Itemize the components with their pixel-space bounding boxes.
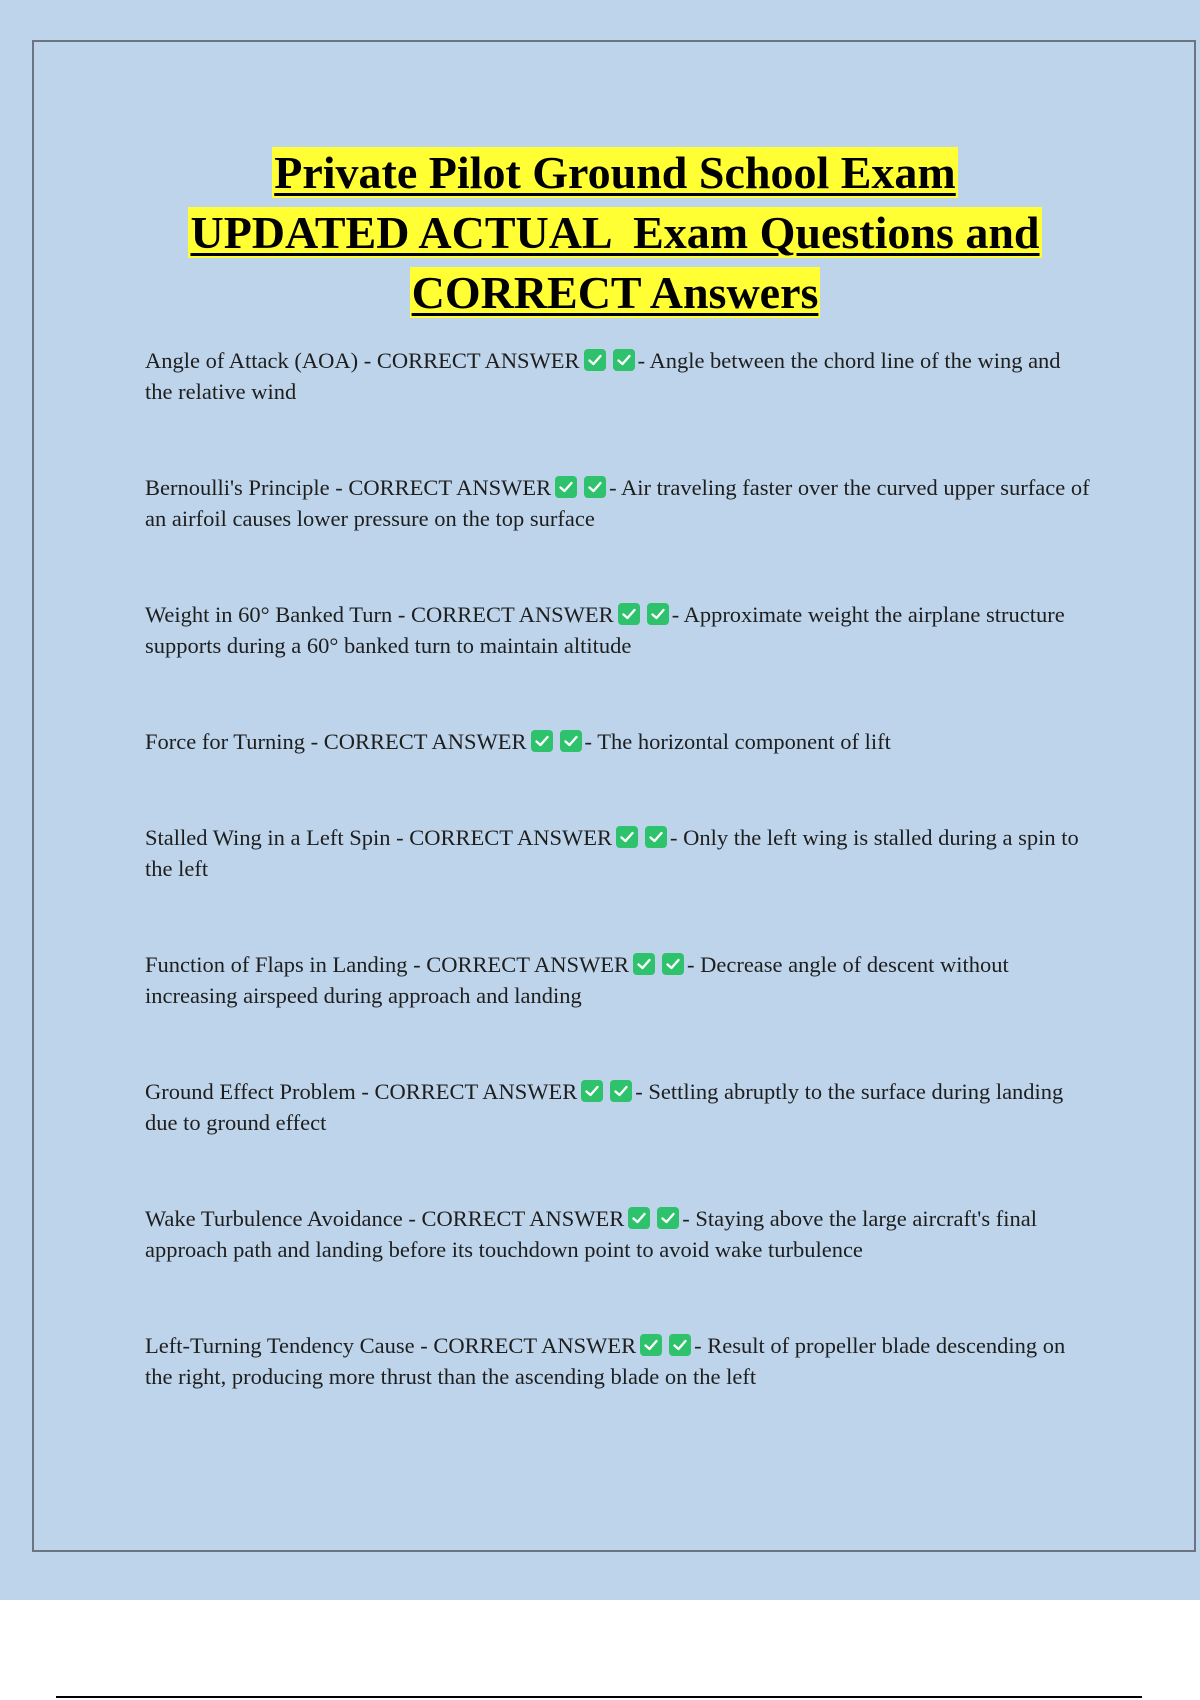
qa-term: Stalled Wing in a Left Spin [145,825,391,850]
qa-correct-marker: - CORRECT ANSWER [305,729,527,754]
check-mark-icon [669,1334,691,1356]
check-mark-icon [581,1080,603,1102]
qa-definition: - Only the left wing is stalled during a spin to the left [145,825,1079,881]
qa-item [145,599,1090,661]
qa-term: Angle of Attack (AOA) [145,348,359,373]
qa-item [145,1076,1090,1138]
check-mark-icon [628,1207,650,1229]
footer-rule [56,1696,1142,1698]
check-mark-icon [657,1207,679,1229]
qa-item [145,949,1090,1011]
qa-definition: - Decrease angle of descent without increasing airspeed during approach and landing [145,952,1009,1008]
qa-correct-marker: - CORRECT ANSWER [392,602,614,627]
qa-correct-marker: - CORRECT ANSWER [402,1206,625,1231]
title-line-3: CORRECT Answers [411,267,819,318]
title-line-1: Private Pilot Ground School Exam [274,147,956,198]
qa-correct-marker: - CORRECT ANSWER [329,475,552,500]
qa-term: Weight in 60° Banked Turn [145,602,393,627]
document-title [80,143,1150,323]
qa-item [145,472,1090,534]
qa-term: Force for Turning [145,729,306,754]
qa-item [145,822,1090,884]
check-mark-icon [531,730,553,752]
check-mark-icon [647,603,669,625]
qa-definition: - Air traveling faster over the curved upper surface of an airfoil causes lower pressure on the top surface [145,475,1090,531]
qa-correct-marker: - CORRECT ANSWER [390,825,613,850]
check-mark-icon [616,826,638,848]
qa-definition: - Angle between the chord line of the wing and the relative wind [145,348,1061,404]
qa-definition: - Result of propeller blade descending on the right, producing more thrust than the ascending blade on the left [145,1333,1066,1389]
check-mark-icon [662,953,684,975]
check-mark-icon [618,603,640,625]
qa-correct-marker: - CORRECT ANSWER [407,952,629,977]
qa-term: Bernoulli's Principle [145,475,330,500]
qa-item [145,1330,1090,1392]
qa-definition: - Staying above the large aircraft's final approach path and landing before its touchdown point to avoid wake turbulence [145,1206,1037,1262]
check-mark-icon [584,349,606,371]
check-mark-icon [560,730,582,752]
check-mark-icon [645,826,667,848]
qa-term: Ground Effect Problem [145,1079,356,1104]
qa-item [145,726,1090,757]
check-mark-icon [640,1334,662,1356]
qa-correct-marker: - CORRECT ANSWER [358,348,580,373]
check-mark-icon [555,476,577,498]
qa-correct-marker: - CORRECT ANSWER [355,1079,578,1104]
qa-item [145,1203,1090,1265]
title-line-2: UPDATED ACTUAL Exam Questions and [190,207,1040,258]
qa-definition: - Settling abruptly to the surface during landing due to ground effect [145,1079,1064,1135]
qa-term: Function of Flaps in Landing [145,952,408,977]
check-mark-icon [584,476,606,498]
qa-definition: - Approximate weight the airplane structure supports during a 60° banked turn to maintain altitude [145,602,1065,658]
qa-term: Wake Turbulence Avoidance [145,1206,403,1231]
qa-item [145,345,1090,407]
qa-term: Left-Turning Tendency Cause [145,1333,415,1358]
qa-definition: - The horizontal component of lift [584,729,891,754]
qa-correct-marker: - CORRECT ANSWER [414,1333,637,1358]
check-mark-icon [613,349,635,371]
qa-list [145,345,1090,1457]
check-mark-icon [610,1080,632,1102]
check-mark-icon [633,953,655,975]
